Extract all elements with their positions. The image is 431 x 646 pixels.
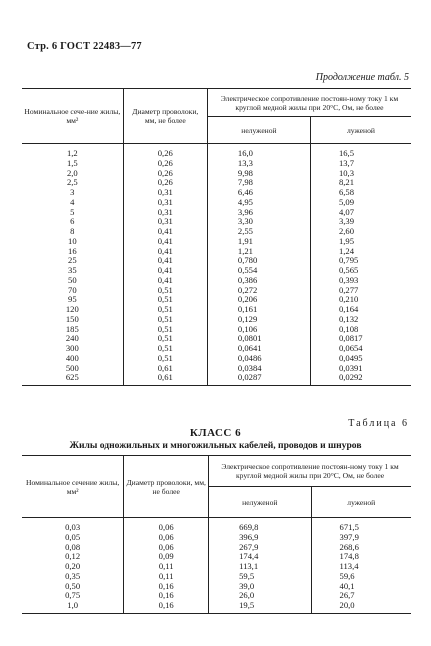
cell-diameter: 0,26 [123,144,207,159]
cell-section: 1,2 [66,148,78,158]
cell-plated: 26,7 [311,591,411,601]
header-diameter: Диаметр проволоки, мм, не более [123,89,207,144]
cell-diameter: 0,16 [124,601,209,613]
cell-diameter: 0,06 [124,533,209,543]
cell-plated: 268,6 [311,543,411,553]
cell-section: 0,50 [65,580,81,591]
cell-tinned: 0,780 [207,256,310,266]
table-5 [22,88,411,386]
header-tinned: нелуженой [209,487,311,518]
cell-section: 95 [68,294,77,305]
cell-plated: 671,5 [311,518,411,533]
cell-tinned: 7,98 [207,178,310,188]
cell-plated: 0,277 [310,286,411,296]
cell-tinned: 2,55 [207,227,310,237]
cell-tinned: 0,554 [207,266,310,276]
cell-tinned: 0,0384 [207,364,310,374]
table-6 [22,455,411,614]
header-tinned: нелуженой [207,117,310,144]
cell-plated: 8,21 [310,178,411,188]
table-row [22,518,411,533]
table-row [22,144,411,159]
cell-diameter: 0,16 [124,591,209,601]
header-diameter: Диаметр проволоки, мм, не более [124,456,209,518]
cell-section: 8 [70,226,75,236]
cell-tinned: 396,9 [209,533,311,543]
cell-tinned: 267,9 [209,543,311,553]
cell-tinned: 0,206 [207,295,310,305]
cell-plated: 6,58 [310,188,411,198]
cell-diameter: 0,31 [123,188,207,198]
cell-diameter: 0,06 [124,543,209,553]
cell-plated: 5,09 [310,198,411,208]
cell-diameter: 0,41 [123,276,207,286]
cell-section: 0,75 [65,590,81,601]
cell-section: 1,0 [22,601,124,613]
cell-plated: 40,1 [311,582,411,592]
page-header: Стр. 6 ГОСТ 22483—77 [27,41,142,52]
cell-diameter: 0,51 [123,354,207,364]
cell-plated: 397,9 [311,533,411,543]
cell-diameter: 0,51 [123,286,207,296]
cell-plated: 16,5 [310,144,411,159]
cell-section: 5 [70,206,75,217]
cell-diameter: 0,41 [123,266,207,276]
cell-plated: 0,108 [310,325,411,335]
cell-section: 150 [65,313,79,324]
cell-tinned: 6,46 [207,188,310,198]
cell-tinned: 59,5 [209,572,311,582]
cell-section: 0,12 [65,551,81,562]
cell-diameter: 0,06 [124,518,209,533]
cell-plated: 10,3 [310,169,411,179]
cell-section: 50 [68,274,77,285]
header-plated: луженой [310,117,411,144]
cell-plated: 3,39 [310,217,411,227]
cell-section: 35 [68,265,77,275]
cell-section: 1,5 [66,157,78,168]
cell-tinned: 9,98 [207,169,310,179]
cell-plated: 0,0292 [310,373,411,385]
cell-section: 0,05 [65,531,81,542]
cell-diameter: 0,51 [123,325,207,335]
cell-section: 16 [68,245,77,256]
cell-diameter: 0,31 [123,208,207,218]
class-title: КЛАСС 6 [189,427,242,439]
cell-diameter: 0,26 [123,159,207,169]
cell-section: 625 [22,373,123,385]
cell-tinned: 1,91 [207,237,310,247]
cell-diameter: 0,61 [123,364,207,374]
table6-body [22,518,411,614]
cell-plated: 1,95 [310,237,411,247]
cell-tinned: 0,161 [207,305,310,315]
cell-section: 70 [68,284,77,295]
cell-section: 185 [65,323,79,334]
cell-section: 0,08 [65,541,81,552]
cell-section: 300 [65,343,79,353]
header-section: Номинальное сече-ние жилы, мм² [22,89,123,144]
cell-tinned: 3,96 [207,208,310,218]
cell-plated: 0,0391 [310,364,411,374]
cell-diameter: 0,11 [124,562,209,572]
cell-plated: 0,210 [310,295,411,305]
cell-diameter: 0,51 [123,295,207,305]
cell-plated: 4,07 [310,208,411,218]
cell-diameter: 0,51 [123,305,207,315]
table6-number: Таблица 6 [348,418,409,429]
cell-diameter: 0,41 [123,227,207,237]
cell-plated: 0,132 [310,315,411,325]
cell-diameter: 0,26 [123,178,207,188]
cell-section: 500 [65,362,79,373]
table5-caption: Продолжение табл. 5 [315,72,409,83]
cell-tinned: 26,0 [209,591,311,601]
cell-diameter: 0,26 [123,169,207,179]
cell-section: 120 [65,304,79,314]
cell-diameter: 0,51 [123,334,207,344]
cell-tinned: 1,21 [207,247,310,257]
cell-tinned: 0,386 [207,276,310,286]
cell-plated: 0,164 [310,305,411,315]
cell-plated: 0,393 [310,276,411,286]
cell-plated: 59,6 [311,572,411,582]
cell-section: 6 [70,216,75,227]
cell-section: 400 [65,352,79,363]
cell-section: 0,35 [65,570,81,581]
cell-diameter: 0,31 [123,217,207,227]
cell-plated: 174,8 [311,552,411,562]
header-plated: луженой [311,487,411,518]
table5-body [22,144,411,386]
cell-plated: 20,0 [311,601,411,613]
header-section: Номинальное сечение жилы, мм² [22,456,124,518]
cell-tinned: 0,0641 [207,344,310,354]
cell-diameter: 0,41 [123,247,207,257]
table-row [22,373,411,385]
cell-section: 3 [70,187,75,197]
cell-tinned: 39,0 [209,582,311,592]
cell-plated: 0,795 [310,256,411,266]
cell-plated: 0,0495 [310,354,411,364]
table6-subtitle: Жилы одножильных и многожильных кабелей, проводов и шнуров [69,440,362,451]
cell-plated: 0,0817 [310,334,411,344]
cell-diameter: 0,51 [123,315,207,325]
cell-tinned: 16,0 [207,144,310,159]
cell-plated: 113,4 [311,562,411,572]
cell-plated: 1,24 [310,247,411,257]
cell-tinned: 174,4 [209,552,311,562]
cell-tinned: 669,8 [209,518,311,533]
cell-diameter: 0,41 [123,256,207,266]
header-resistance: Электрическое сопротивление постоян-ному току 1 км круглой медной жилы при 20°С, Ом, не более [207,89,411,117]
cell-tinned: 0,272 [207,286,310,296]
cell-tinned: 113,1 [209,562,311,572]
cell-plated: 0,0654 [310,344,411,354]
cell-tinned: 0,129 [207,315,310,325]
cell-tinned: 0,106 [207,325,310,335]
cell-section: 10 [68,235,77,246]
cell-plated: 13,7 [310,159,411,169]
cell-section: 240 [65,333,79,344]
table-row [22,601,411,613]
cell-diameter: 0,41 [123,237,207,247]
cell-section: 4 [70,196,75,207]
cell-tinned: 4,95 [207,198,310,208]
cell-diameter: 0,16 [124,582,209,592]
cell-tinned: 3,30 [207,217,310,227]
header-resistance: Электрическое сопротивление постоян-ному току 1 км круглой медной жилы при 20°С, Ом, не более [209,456,411,487]
cell-section: 0,03 [65,522,81,532]
cell-section: 2,0 [66,167,78,178]
cell-tinned: 0,0287 [207,373,310,385]
cell-tinned: 19,5 [209,601,311,613]
cell-section: 0,20 [65,561,81,571]
cell-diameter: 0,11 [124,572,209,582]
cell-section: 25 [68,255,77,266]
cell-diameter: 0,51 [123,344,207,354]
cell-tinned: 0,0486 [207,354,310,364]
cell-section: 2,5 [66,177,78,188]
cell-plated: 2,60 [310,227,411,237]
cell-tinned: 13,3 [207,159,310,169]
cell-diameter: 0,61 [123,373,207,385]
cell-diameter: 0,31 [123,198,207,208]
cell-diameter: 0,09 [124,552,209,562]
cell-plated: 0,565 [310,266,411,276]
cell-tinned: 0,0801 [207,334,310,344]
